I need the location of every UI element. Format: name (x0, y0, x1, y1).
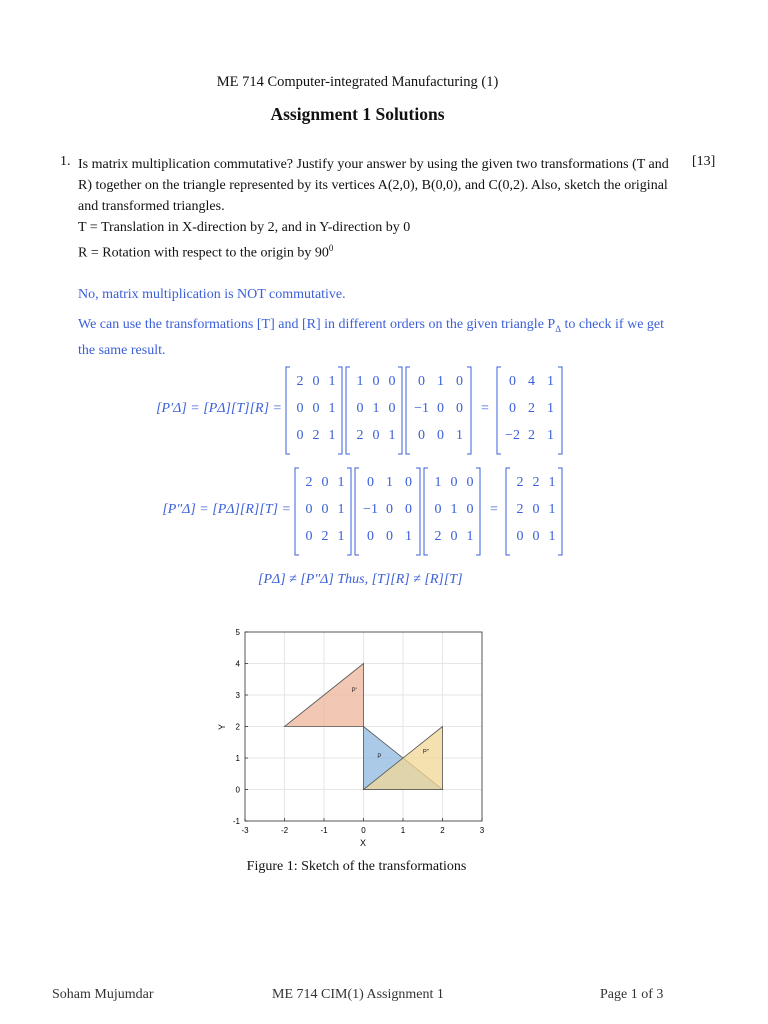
y-axis-label: Y (217, 723, 227, 731)
matrix-cell: 2 (356, 428, 364, 443)
matrix-cell: 1 (437, 374, 444, 389)
figure-caption: Figure 1: Sketch of the transformations (246, 859, 467, 874)
matrix-cell: 1 (328, 428, 336, 443)
matrix-cell: 0 (305, 502, 313, 517)
solution-answer: No, matrix multiplication is NOT commutative. (78, 287, 346, 302)
matrix-cell: 0 (372, 428, 380, 443)
conclusion: [PΔ] ≠ [P″Δ] Thus, [T][R] ≠ [R][T] (258, 572, 463, 587)
matrix-cell: 2 (532, 475, 540, 490)
footer-course: ME 714 CIM(1) Assignment 1 (272, 987, 444, 1002)
right-bracket (347, 468, 351, 555)
transformation-plot (210, 620, 510, 852)
x-tick-label: -2 (280, 826, 289, 835)
matrix-factor-2 (424, 468, 480, 555)
footer-author: Soham Mujumdar (52, 987, 154, 1002)
matrix-cell: 0 (418, 374, 425, 389)
x-tick-label: -3 (241, 826, 249, 835)
equals-sign: = (481, 401, 489, 416)
translation-definition: T = Translation in X-direction by 2, and in Y-direction by 0 (78, 220, 411, 235)
matrix-cell: 2 (321, 529, 329, 544)
matrix-cell: 1 (466, 529, 474, 544)
matrix-cell: −2 (505, 428, 520, 443)
matrix-cell: 0 (434, 502, 442, 517)
left-bracket (286, 367, 290, 454)
matrix-cell: 1 (372, 401, 380, 416)
y-tick-label: 1 (235, 754, 240, 763)
plot-ticks (233, 628, 485, 835)
y-tick-label: 5 (235, 628, 240, 637)
matrix-cell: 0 (296, 401, 304, 416)
matrix-cell: 0 (312, 401, 320, 416)
matrix-cell: 2 (528, 428, 535, 443)
matrix-cell: 0 (305, 529, 313, 544)
matrix-cell: 1 (547, 428, 554, 443)
matrix-cell: 1 (328, 374, 336, 389)
right-bracket (467, 367, 471, 454)
y-tick-label: 2 (235, 722, 240, 732)
x-tick-label: 3 (479, 826, 485, 835)
matrix-cell: 0 (466, 475, 474, 490)
matrix-cell: 0 (437, 401, 444, 416)
matrix-cell: 1 (337, 475, 345, 490)
matrix-cell: 0 (418, 428, 425, 443)
matrix-p-delta (295, 468, 351, 555)
matrix-cell: 0 (386, 529, 393, 544)
matrix-cell: 0 (388, 401, 396, 416)
matrix-cell: 0 (450, 529, 458, 544)
matrix-cell: −1 (363, 502, 378, 517)
matrix-cell: 1 (328, 401, 336, 416)
matrix-cell: 0 (386, 502, 393, 517)
matrix-cell: 0 (405, 502, 412, 517)
triangle-label: P" (422, 749, 429, 756)
matrix-cell: 1 (547, 374, 554, 389)
matrix-cell: 0 (456, 401, 463, 416)
matrix-cell: 0 (388, 374, 396, 389)
page-title: Assignment 1 Solutions (270, 104, 445, 124)
matrix-cell: 1 (456, 428, 463, 443)
matrix-cell: 0 (367, 475, 374, 490)
question-marks: [13] (692, 154, 716, 169)
matrix-cell: 2 (312, 428, 320, 443)
x-tick-label: -1 (320, 826, 328, 835)
equation-lhs: [P′Δ] = [PΔ][T][R] = (156, 401, 282, 416)
question-line-2: R) together on the triangle represented by its vertices A(2,0), B(0,0), and C(0,2). Also, sketch the original (78, 178, 668, 193)
matrix-factor-2 (406, 367, 471, 454)
x-tick-label: 1 (400, 826, 406, 835)
matrix-cell: 0 (450, 475, 458, 490)
matrix-cell: 1 (548, 475, 556, 490)
matrix-cell: 0 (356, 401, 364, 416)
matrix-cell: 1 (405, 529, 412, 544)
right-bracket (476, 468, 480, 555)
equals-sign: = (490, 502, 498, 517)
matrix-cell: 0 (532, 529, 540, 544)
y-tick-label: 4 (235, 659, 240, 669)
matrix-cell: 1 (547, 401, 554, 416)
question-number: 1. (60, 154, 71, 169)
matrix-cell: 0 (516, 529, 524, 544)
left-bracket (506, 468, 510, 555)
matrix-cell: 0 (532, 502, 540, 517)
matrix-cell: 0 (296, 428, 304, 443)
equation-lhs: [P″Δ] = [PΔ][R][T] = (162, 502, 291, 517)
matrix-cell: 0 (312, 374, 320, 389)
matrix-cell: 1 (450, 502, 458, 517)
matrix-factor-1 (346, 367, 402, 454)
matrix-cell: 1 (388, 428, 396, 443)
y-tick-label: -1 (232, 817, 240, 826)
matrix-cell: 1 (337, 502, 345, 517)
matrix-cell: 1 (337, 529, 345, 544)
matrix-cell: 1 (434, 475, 442, 490)
equation-p-prime (156, 367, 562, 454)
equation-p-double-prime (162, 468, 562, 555)
matrix-cell: 1 (548, 529, 556, 544)
matrix-cell: 4 (528, 374, 535, 389)
matrix-cell: 2 (296, 374, 304, 389)
matrix-result (497, 367, 562, 454)
matrix-cell: 1 (386, 475, 393, 490)
question-line-1: Is matrix multiplication commutative? Justify your answer by using the given two transformations (T and (78, 157, 669, 172)
right-bracket (558, 468, 562, 555)
matrix-cell: 0 (367, 529, 374, 544)
question-line-3: and transformed triangles. (78, 199, 225, 214)
matrix-cell: 0 (437, 428, 444, 443)
course-heading: ME 714 Computer-integrated Manufacturing (1) (216, 74, 499, 90)
right-bracket (558, 367, 562, 454)
matrix-cell: 2 (305, 475, 313, 490)
left-bracket (346, 367, 350, 454)
matrix-cell: 0 (405, 475, 412, 490)
right-bracket (416, 468, 420, 555)
matrix-cell: −1 (414, 401, 429, 416)
solution-explanation: We can use the transformations [T] and [R] in different orders on the given triangle $P_\Delta$ to check if we get the same result. (78, 317, 665, 358)
matrix-factor-1 (355, 468, 420, 555)
y-tick-label: 0 (235, 785, 240, 795)
triangle-label: P' (351, 687, 357, 694)
footer-page-number: Page 1 of 3 (600, 987, 664, 1002)
matrix-cell: 1 (356, 374, 364, 389)
triangle-label: P (377, 754, 382, 760)
matrix-result (506, 468, 562, 555)
matrix-cell: 2 (528, 401, 535, 416)
x-tick-label: 0 (361, 826, 366, 835)
matrix-cell: 0 (321, 475, 329, 490)
left-bracket (355, 468, 359, 555)
right-bracket (398, 367, 402, 454)
matrix-cell: 0 (509, 374, 516, 389)
left-bracket (497, 367, 501, 454)
matrix-cell: 2 (516, 502, 524, 517)
matrix-cell: 0 (509, 401, 516, 416)
matrix-cell: 0 (466, 502, 474, 517)
rotation-definition: R = Rotation with respect to the origin by $90^0$ (78, 243, 334, 261)
left-bracket (295, 468, 299, 555)
matrix-cell: 1 (548, 502, 556, 517)
matrix-cell: 0 (321, 502, 329, 517)
right-bracket (338, 367, 342, 454)
left-bracket (406, 367, 410, 454)
matrix-cell: 0 (372, 374, 380, 389)
matrix-cell: 2 (434, 529, 442, 544)
x-axis-label: X (359, 838, 367, 848)
left-bracket (424, 468, 428, 555)
matrix-cell: 2 (516, 475, 524, 490)
x-tick-label: 2 (440, 826, 445, 835)
matrix-p-delta (286, 367, 342, 454)
matrix-cell: 0 (456, 374, 463, 389)
y-tick-label: 3 (235, 691, 240, 700)
